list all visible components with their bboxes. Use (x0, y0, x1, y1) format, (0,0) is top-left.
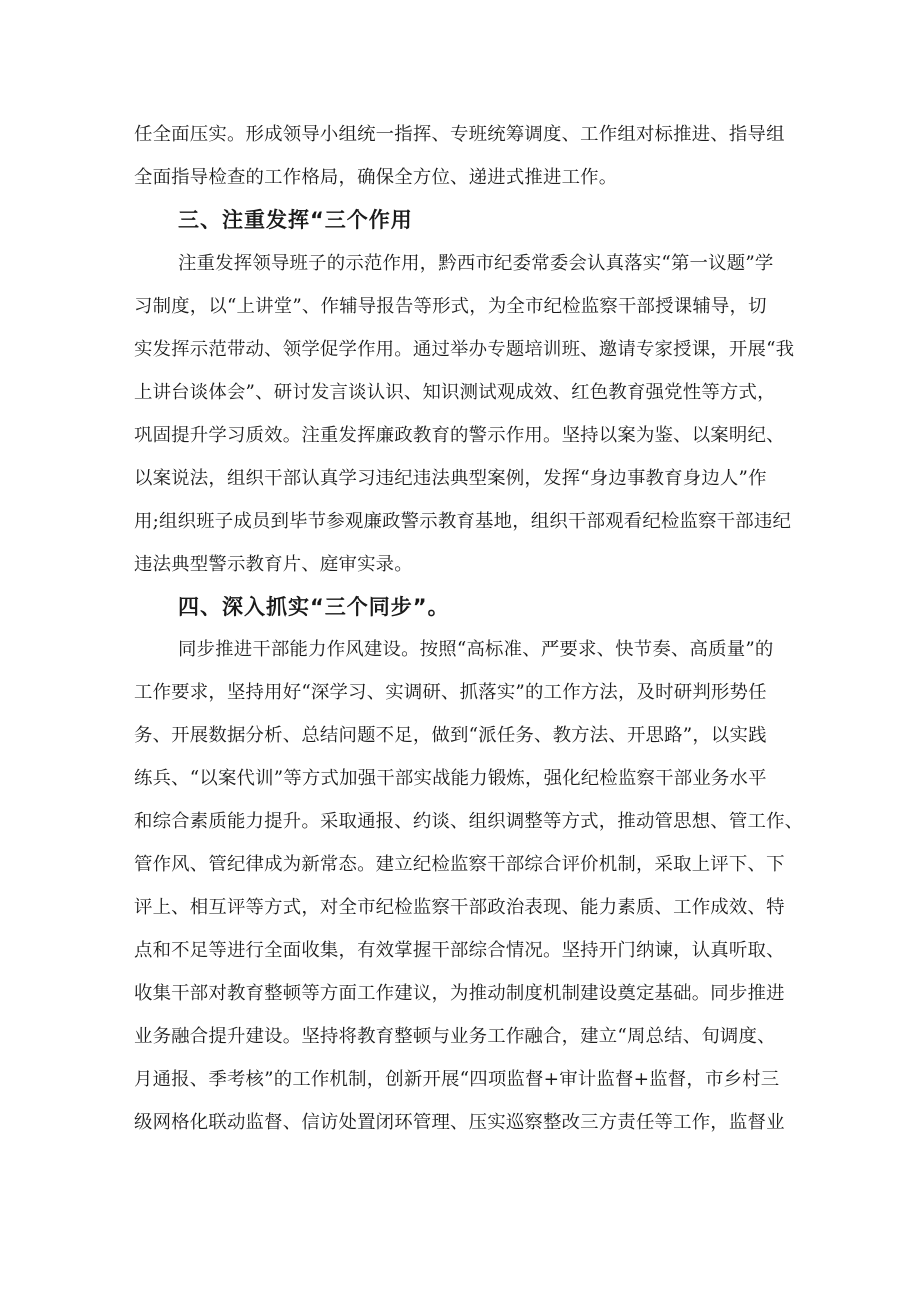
paragraph-line: 全面指导检查的工作格局，确保全方位、递进式推进工作。 (134, 167, 618, 188)
paragraph-line: 以案说法，组织干部认真学习违纪违法典型案例，发挥“身边事教育身边人”作 (134, 468, 767, 489)
paragraph-line: 巩固提升学习质效。注重发挥廉政教育的警示作用。坚持以案为鉴、以案明纪、 (134, 425, 785, 446)
paragraph-line: 用;组织班子成员到毕节参观廉政警示教育基地，组织干部观看纪检监察干部违纪 (134, 511, 792, 532)
paragraph-line: 练兵、“以案代训”等方式加强干部实战能力锻炼，强化纪检监察干部业务水平 (134, 768, 767, 789)
paragraph-line: 管作风、管纪律成为新常态。建立纪检监察干部综合评价机制，采取上评下、下 (134, 854, 785, 875)
paragraph-line: 实发挥示范带动、领学促学作用。通过举办专题培训班、邀请专家授课，开展“我 (134, 339, 795, 360)
paragraph-line: 注重发挥领导班子的示范作用，黔西市纪委常委会认真落实“第一议题”学 (178, 253, 774, 274)
paragraph-line: 收集干部对教育整顿等方面工作建议，为推动制度机制建设奠定基础。同步推进 (134, 983, 785, 1004)
paragraph-line: 务、开展数据分析、总结问题不足，做到“派任务、教方法、开思路”，以实践 (134, 725, 767, 746)
paragraph-line: 月通报、季考核”的工作机制，创新开展“四项监督+审计监督+监督，市乡村三 (134, 1069, 780, 1090)
paragraph-line: 业务融合提升建设。坚持将教育整顿与业务工作融合，建立“周总结、旬调度、 (134, 1026, 776, 1047)
paragraph-line: 工作要求，坚持用好“深学习、实调研、抓落实”的工作方法，及时研判形势任 (134, 682, 767, 703)
paragraph-line: 评上、相互评等方式，对全市纪检监察干部政治表现、能力素质、工作成效、特 (134, 897, 785, 918)
paragraph-line: 习制度，以“上讲堂”、作辅导报告等形式，为全市纪检监察干部授课辅导，切 (134, 296, 767, 317)
paragraph-line: 任全面压实。形成领导小组统一指挥、专班统筹调度、工作组对标推进、指导组 (134, 124, 785, 145)
paragraph-line: 和综合素质能力提升。采取通报、约谈、组织调整等方式，推动管思想、管工作、 (134, 811, 804, 832)
paragraph-line: 级网格化联动监督、信访处置闭环管理、压实巡察整改三方责任等工作，监督业 (134, 1112, 785, 1133)
paragraph-line: 上讲台谈体会”、研讨发言谈认识、知识测试观成效、红色教育强党性等方式， (134, 382, 776, 403)
paragraph-line: 违法典型警示教育片、庭审实录。 (134, 554, 413, 575)
paragraph-line: 点和不足等进行全面收集，有效掌握干部综合情况。坚持开门纳谏，认真听取、 (134, 940, 785, 961)
section-heading-4: 四、深入抓实“三个同步”。 (178, 595, 450, 619)
paragraph-line: 同步推进干部能力作风建设。按照“高标准、严要求、快节奏、高质量”的 (178, 639, 774, 660)
section-heading-3: 三、注重发挥“三个作用 (178, 208, 413, 232)
